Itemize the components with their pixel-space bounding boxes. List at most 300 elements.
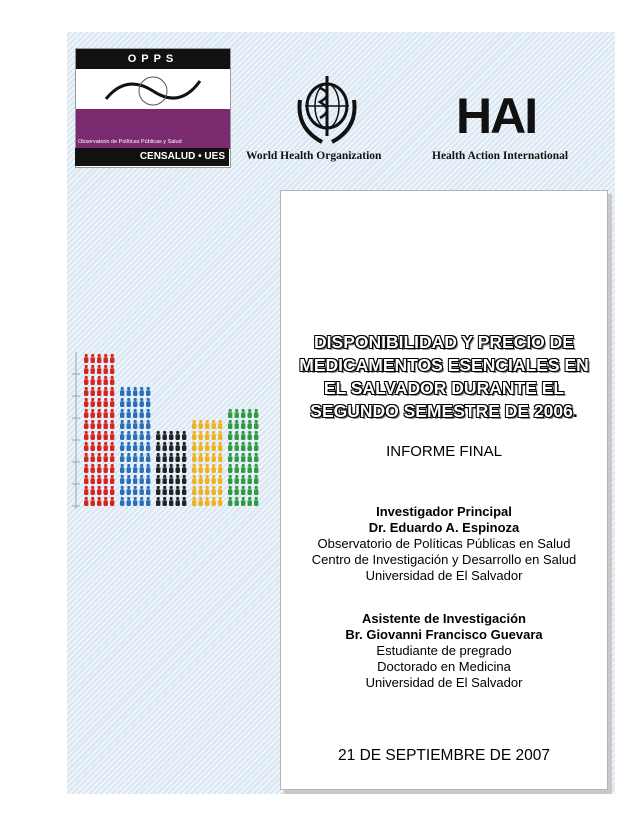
person-figure-body: [241, 500, 245, 506]
person-figure-head: [104, 376, 107, 379]
person-figure-body: [104, 379, 108, 385]
person-figure-body: [248, 423, 252, 429]
person-figure-body: [199, 423, 203, 429]
person-figure-head: [85, 475, 88, 478]
person-figure-body: [254, 489, 258, 495]
person-figure-head: [248, 486, 251, 489]
person-figure-body: [212, 456, 216, 462]
person-figure-body: [104, 368, 108, 374]
person-figure-head: [157, 431, 160, 434]
person-figure-head: [235, 464, 238, 467]
person-figure-head: [85, 398, 88, 401]
person-figure-head: [111, 409, 114, 412]
title-line: DISPONIBILIDAD Y PRECIO DE: [314, 332, 574, 352]
person-figure-head: [248, 497, 251, 500]
person-figure-head: [85, 497, 88, 500]
person-figure-body: [91, 489, 95, 495]
person-figure-body: [104, 357, 108, 363]
person-figure-body: [199, 467, 203, 473]
person-figure-head: [206, 486, 209, 489]
person-figure-head: [163, 497, 166, 500]
person-figure-head: [104, 398, 107, 401]
person-figure-head: [242, 442, 245, 445]
person-figure-head: [183, 486, 186, 489]
person-figure-body: [110, 445, 114, 451]
person-figure-body: [241, 489, 245, 495]
person-figure-body: [91, 390, 95, 396]
person-figure-body: [176, 500, 180, 506]
person-figure-head: [134, 398, 137, 401]
person-figure-body: [146, 423, 150, 429]
person-figure-head: [176, 464, 179, 467]
report-title: [281, 331, 607, 423]
assistant-detail: Doctorado en Medicina: [377, 659, 511, 674]
person-figure-body: [146, 478, 150, 484]
person-figure-head: [134, 497, 137, 500]
person-figure-body: [156, 445, 160, 451]
person-figure-body: [182, 434, 186, 440]
person-figure-head: [91, 431, 94, 434]
person-figure-body: [156, 467, 160, 473]
person-figure-head: [248, 453, 251, 456]
person-figure-head: [134, 431, 137, 434]
person-figure-head: [121, 442, 124, 445]
person-figure-body: [235, 456, 239, 462]
person-figure-body: [146, 500, 150, 506]
person-figure-body: [254, 412, 258, 418]
person-figure-body: [199, 500, 203, 506]
person-figure-head: [147, 387, 150, 390]
person-figure-head: [255, 486, 258, 489]
hai-label: Health Action International: [432, 150, 569, 162]
person-figure-body: [212, 434, 216, 440]
person-figure-head: [134, 464, 137, 467]
person-figure-body: [120, 401, 124, 407]
person-figure-body: [104, 423, 108, 429]
person-figure-body: [127, 456, 131, 462]
person-figure-head: [98, 420, 101, 423]
person-figure-body: [91, 379, 95, 385]
person-figure-body: [140, 423, 144, 429]
person-figure-head: [104, 409, 107, 412]
person-figure-head: [147, 453, 150, 456]
person-figure-body: [84, 500, 88, 506]
person-figure-body: [169, 489, 173, 495]
person-figure-body: [133, 467, 137, 473]
title-line-text: SEGUNDO SEMESTRE DE 2006: [310, 401, 573, 421]
person-figure-head: [206, 497, 209, 500]
assistant-detail: Universidad de El Salvador: [365, 675, 523, 690]
person-figure-body: [199, 434, 203, 440]
person-figure-head: [206, 453, 209, 456]
person-figure-head: [147, 398, 150, 401]
person-figure-head: [183, 475, 186, 478]
person-figure-head: [91, 442, 94, 445]
person-figure-head: [183, 464, 186, 467]
person-figure-head: [206, 431, 209, 434]
person-figure-body: [163, 467, 167, 473]
person-figure-head: [98, 376, 101, 379]
person-figure-body: [228, 489, 232, 495]
person-figure-head: [91, 475, 94, 478]
person-figure-head: [170, 442, 173, 445]
person-figure-head: [140, 431, 143, 434]
person-figure-head: [85, 365, 88, 368]
person-figure-body: [146, 445, 150, 451]
person-figure-head: [183, 442, 186, 445]
person-figure-head: [219, 497, 222, 500]
person-figure-body: [110, 379, 114, 385]
person-figure-body: [97, 390, 101, 396]
person-figure-body: [91, 467, 95, 473]
person-figure-head: [206, 442, 209, 445]
person-figure-head: [147, 475, 150, 478]
person-figure-head: [242, 420, 245, 423]
person-figure-head: [170, 464, 173, 467]
principal-affiliation: Universidad de El Salvador: [365, 568, 523, 583]
person-figure-head: [212, 453, 215, 456]
person-figure-body: [228, 434, 232, 440]
person-figure-body: [146, 412, 150, 418]
person-figure-head: [157, 464, 160, 467]
person-figure-head: [219, 431, 222, 434]
person-figure-body: [91, 357, 95, 363]
person-figure-head: [212, 442, 215, 445]
person-figure-body: [218, 434, 222, 440]
person-figure-head: [206, 475, 209, 478]
person-figure-body: [176, 456, 180, 462]
person-figure-body: [254, 434, 258, 440]
person-figure-head: [98, 453, 101, 456]
person-figure-head: [163, 442, 166, 445]
person-figure-head: [255, 409, 258, 412]
person-figure-head: [104, 442, 107, 445]
person-figure-body: [104, 500, 108, 506]
person-figure-head: [199, 442, 202, 445]
person-figure-head: [206, 420, 209, 423]
person-figure-head: [176, 475, 179, 478]
person-figure-body: [84, 401, 88, 407]
person-figure-head: [111, 420, 114, 423]
person-figure-body: [182, 445, 186, 451]
person-figure-head: [147, 420, 150, 423]
person-figure-head: [255, 442, 258, 445]
person-figure-head: [121, 486, 124, 489]
person-figure-head: [193, 475, 196, 478]
person-figure-body: [212, 445, 216, 451]
person-figure-head: [229, 464, 232, 467]
person-figure-body: [169, 500, 173, 506]
person-figure-head: [219, 442, 222, 445]
person-figure-head: [85, 420, 88, 423]
person-figure-head: [85, 464, 88, 467]
person-figure-head: [235, 431, 238, 434]
assistant-role: Asistente de Investigación: [362, 611, 526, 626]
person-figure-head: [235, 475, 238, 478]
person-figure-head: [140, 442, 143, 445]
person-figure-body: [248, 456, 252, 462]
person-figure-body: [169, 478, 173, 484]
person-figure-body: [176, 434, 180, 440]
person-figure-body: [205, 445, 209, 451]
person-figure-body: [235, 489, 239, 495]
person-figure-body: [146, 390, 150, 396]
person-figure-body: [212, 467, 216, 473]
opps-emblem-icon: [76, 69, 230, 109]
person-figure-body: [127, 489, 131, 495]
person-figure-body: [199, 489, 203, 495]
person-figure-head: [163, 453, 166, 456]
person-figure-body: [140, 390, 144, 396]
who-label: World Health Organization: [246, 150, 382, 162]
person-figure-body: [127, 500, 131, 506]
person-figure-body: [120, 434, 124, 440]
assistant-name: Br. Giovanni Francisco Guevara: [345, 627, 543, 642]
person-figure-head: [255, 464, 258, 467]
person-figure-body: [84, 423, 88, 429]
person-figure-head: [98, 387, 101, 390]
person-figure-body: [248, 500, 252, 506]
person-figure-body: [212, 489, 216, 495]
person-figure-head: [248, 409, 251, 412]
person-figure-body: [84, 390, 88, 396]
person-figure-body: [163, 434, 167, 440]
person-figure-head: [121, 420, 124, 423]
person-figure-body: [133, 456, 137, 462]
person-figure-body: [140, 401, 144, 407]
person-figure-body: [120, 412, 124, 418]
figure-column: [192, 420, 222, 506]
person-figure-head: [176, 453, 179, 456]
person-figure-head: [104, 453, 107, 456]
people-pictogram-chart: [66, 346, 278, 511]
person-figure-body: [156, 456, 160, 462]
person-figure-body: [110, 368, 114, 374]
person-figure-body: [133, 434, 137, 440]
person-figure-head: [98, 497, 101, 500]
person-figure-head: [193, 420, 196, 423]
person-figure-head: [242, 464, 245, 467]
report-date: 21 DE SEPTIEMBRE DE 2007: [338, 747, 550, 764]
person-figure-body: [97, 478, 101, 484]
person-figure-body: [176, 467, 180, 473]
person-figure-head: [248, 420, 251, 423]
person-figure-body: [84, 434, 88, 440]
person-figure-head: [147, 486, 150, 489]
person-figure-body: [205, 478, 209, 484]
person-figure-head: [111, 376, 114, 379]
person-figure-head: [242, 486, 245, 489]
person-figure-body: [176, 478, 180, 484]
person-figure-head: [134, 409, 137, 412]
person-figure-body: [140, 489, 144, 495]
person-figure-head: [193, 453, 196, 456]
person-figure-body: [212, 423, 216, 429]
person-figure-head: [147, 497, 150, 500]
person-figure-body: [192, 445, 196, 451]
person-figure-head: [91, 387, 94, 390]
person-figure-body: [110, 357, 114, 363]
person-figure-body: [97, 357, 101, 363]
principal-role: Investigador Principal: [376, 504, 512, 519]
person-figure-head: [255, 497, 258, 500]
person-figure-head: [91, 420, 94, 423]
person-figure-body: [140, 456, 144, 462]
person-figure-body: [84, 467, 88, 473]
person-figure-head: [235, 420, 238, 423]
person-figure-head: [91, 365, 94, 368]
person-figure-body: [254, 500, 258, 506]
person-figure-body: [97, 379, 101, 385]
person-figure-head: [104, 420, 107, 423]
person-figure-head: [229, 442, 232, 445]
person-figure-body: [91, 445, 95, 451]
person-figure-head: [199, 464, 202, 467]
person-figure-body: [120, 478, 124, 484]
person-figure-head: [104, 475, 107, 478]
person-figure-head: [127, 497, 130, 500]
person-figure-body: [91, 456, 95, 462]
person-figure-body: [169, 456, 173, 462]
person-figure-body: [140, 412, 144, 418]
person-figure-head: [219, 453, 222, 456]
person-figure-body: [228, 445, 232, 451]
person-figure-head: [163, 486, 166, 489]
person-figure-body: [127, 390, 131, 396]
person-figure-body: [192, 489, 196, 495]
person-figure-head: [111, 486, 114, 489]
person-figure-head: [235, 486, 238, 489]
person-figure-head: [170, 486, 173, 489]
person-figure-head: [147, 464, 150, 467]
person-figure-body: [241, 456, 245, 462]
person-figure-head: [157, 497, 160, 500]
person-figure-head: [91, 453, 94, 456]
person-figure-body: [110, 401, 114, 407]
person-figure-head: [199, 497, 202, 500]
person-figure-head: [104, 497, 107, 500]
person-figure-body: [110, 478, 114, 484]
figure-column: [156, 431, 186, 506]
person-figure-body: [104, 489, 108, 495]
person-figure-head: [193, 497, 196, 500]
person-figure-body: [192, 478, 196, 484]
person-figure-body: [104, 478, 108, 484]
person-figure-head: [193, 431, 196, 434]
person-figure-body: [84, 478, 88, 484]
person-figure-head: [127, 442, 130, 445]
person-figure-body: [192, 456, 196, 462]
figure-column: [120, 387, 150, 506]
person-figure-body: [228, 423, 232, 429]
person-figure-head: [219, 420, 222, 423]
person-figure-head: [104, 486, 107, 489]
person-figure-body: [91, 423, 95, 429]
person-figure-head: [183, 453, 186, 456]
person-figure-head: [219, 475, 222, 478]
person-figure-head: [199, 486, 202, 489]
person-figure-head: [140, 398, 143, 401]
title-line: EL SALVADOR DURANTE EL: [323, 378, 565, 398]
person-figure-body: [84, 445, 88, 451]
person-figure-body: [91, 434, 95, 440]
person-figure-body: [182, 489, 186, 495]
person-figure-head: [134, 486, 137, 489]
person-figure-head: [111, 431, 114, 434]
person-figure-body: [127, 467, 131, 473]
person-figure-body: [110, 456, 114, 462]
person-figure-body: [192, 423, 196, 429]
person-figure-head: [85, 409, 88, 412]
person-figure-head: [219, 464, 222, 467]
person-figure-head: [127, 398, 130, 401]
person-figure-body: [156, 489, 160, 495]
person-figure-head: [121, 475, 124, 478]
person-figure-body: [205, 500, 209, 506]
person-figure-body: [241, 434, 245, 440]
person-figure-body: [146, 401, 150, 407]
person-figure-head: [111, 354, 114, 357]
person-figure-body: [235, 412, 239, 418]
person-figure-body: [133, 423, 137, 429]
person-figure-body: [254, 467, 258, 473]
person-figure-head: [140, 486, 143, 489]
person-figure-head: [147, 442, 150, 445]
person-figure-body: [205, 423, 209, 429]
person-figure-body: [110, 412, 114, 418]
person-figure-body: [133, 478, 137, 484]
person-figure-body: [235, 434, 239, 440]
person-figure-body: [146, 467, 150, 473]
person-figure-body: [182, 478, 186, 484]
person-figure-head: [98, 409, 101, 412]
person-figure-head: [229, 420, 232, 423]
person-figure-body: [254, 478, 258, 484]
person-figure-head: [104, 431, 107, 434]
person-figure-body: [228, 478, 232, 484]
person-figure-head: [111, 464, 114, 467]
person-figure-body: [120, 467, 124, 473]
person-figure-head: [147, 431, 150, 434]
person-figure-head: [140, 475, 143, 478]
person-figure-head: [255, 420, 258, 423]
person-figure-head: [176, 442, 179, 445]
person-figure-body: [176, 489, 180, 495]
person-figure-body: [84, 357, 88, 363]
person-figure-body: [218, 500, 222, 506]
figure-column: [84, 354, 114, 506]
person-figure-head: [212, 420, 215, 423]
person-figure-head: [176, 486, 179, 489]
person-figure-body: [199, 445, 203, 451]
person-figure-head: [248, 431, 251, 434]
person-figure-head: [183, 497, 186, 500]
person-figure-body: [140, 500, 144, 506]
person-figure-head: [242, 409, 245, 412]
person-figure-head: [111, 453, 114, 456]
person-figure-body: [133, 390, 137, 396]
person-figure-head: [170, 453, 173, 456]
person-figure-head: [235, 409, 238, 412]
person-figure-head: [91, 409, 94, 412]
person-figure-head: [98, 464, 101, 467]
title-line: [281, 400, 607, 423]
person-figure-head: [157, 486, 160, 489]
person-figure-head: [248, 475, 251, 478]
person-figure-head: [85, 442, 88, 445]
person-figure-head: [134, 387, 137, 390]
person-figure-body: [205, 456, 209, 462]
